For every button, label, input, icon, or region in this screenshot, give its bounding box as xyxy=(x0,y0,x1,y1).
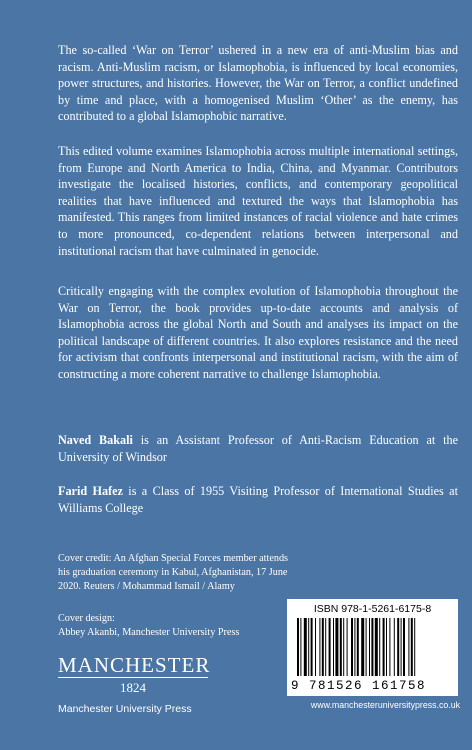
editor-bio-1 xyxy=(58,432,458,465)
editor-bio-text: is an Assistant Professor of Anti-Racism Education at the University of Windsor xyxy=(58,433,458,464)
cover-design-label: Cover design: xyxy=(58,613,115,624)
cover-design xyxy=(58,612,288,640)
logo-year: 1824 xyxy=(120,680,146,695)
editor-name: Farid Hafez xyxy=(58,484,123,498)
barcode-digits: 9 781526 161758 xyxy=(291,679,427,693)
publisher-logo xyxy=(58,653,211,695)
publisher-name: Manchester University Press xyxy=(58,703,192,715)
editor-name: Naved Bakali xyxy=(58,433,133,447)
blurb-paragraph-3: Critically engaging with the complex evolution of Islamophobia throughout the War on Terror, the book provides up-to-date accounts and analysis of Islamophobia across the global North and South and analyses its impact on the political landscape of different countries. It also explores resistance and the need for activism that confronts interpersonal and institutional racism, with the aim of constructing a more coherent narrative to challenge Islamophobia. xyxy=(58,284,458,381)
editor-bio-text: is a Class of 1955 Visiting Professor of International Studies at Williams College xyxy=(58,484,458,515)
editor-bio-2 xyxy=(58,483,458,516)
cover-designer: Abbey Akanbi, Manchester University Press xyxy=(58,626,240,638)
barcode-icon xyxy=(295,618,450,678)
isbn: ISBN 978-1-5261-6175-8 xyxy=(313,603,432,615)
logo-divider xyxy=(58,677,208,678)
logo-name: MANCHESTER xyxy=(58,653,211,677)
blurb-paragraph-1: The so-called ‘War on Terror’ ushered in a new era of anti-Muslim bias and racism. Anti-Muslim racism, or Islamophobia, is influenced by local economies, power structures, and histories. However, the War on Terror, a conflict undefined by time and place, with a homogenised Muslim ‘Other’ as the enemy, has contributed to a global Islamophobic narrative. xyxy=(58,43,458,124)
cover-credit: Cover credit: An Afghan Special Forces member attends his graduation ceremony in Kabul, Afghanistan, 17 June 2020. Reuters / Mohammad Ismail / Alamy xyxy=(58,553,289,592)
publisher-website: www.manchesteruniversitypress.co.uk xyxy=(310,700,460,710)
blurb-paragraph-2: This edited volume examines Islamophobia across multiple international settings, from Europe and North America to India, China, and Myanmar. Contributors investigate the localised histories, conflicts, and contemporary geopolitical realities that have influenced and textured the ways that Islamophobia has manifested. This ranges from limited instances of racial violence and hate crimes to more pronounced, co-dependent relations between interpersonal and institutional racism that have culminated in genocide. xyxy=(58,144,458,258)
barcode-box xyxy=(287,599,458,696)
